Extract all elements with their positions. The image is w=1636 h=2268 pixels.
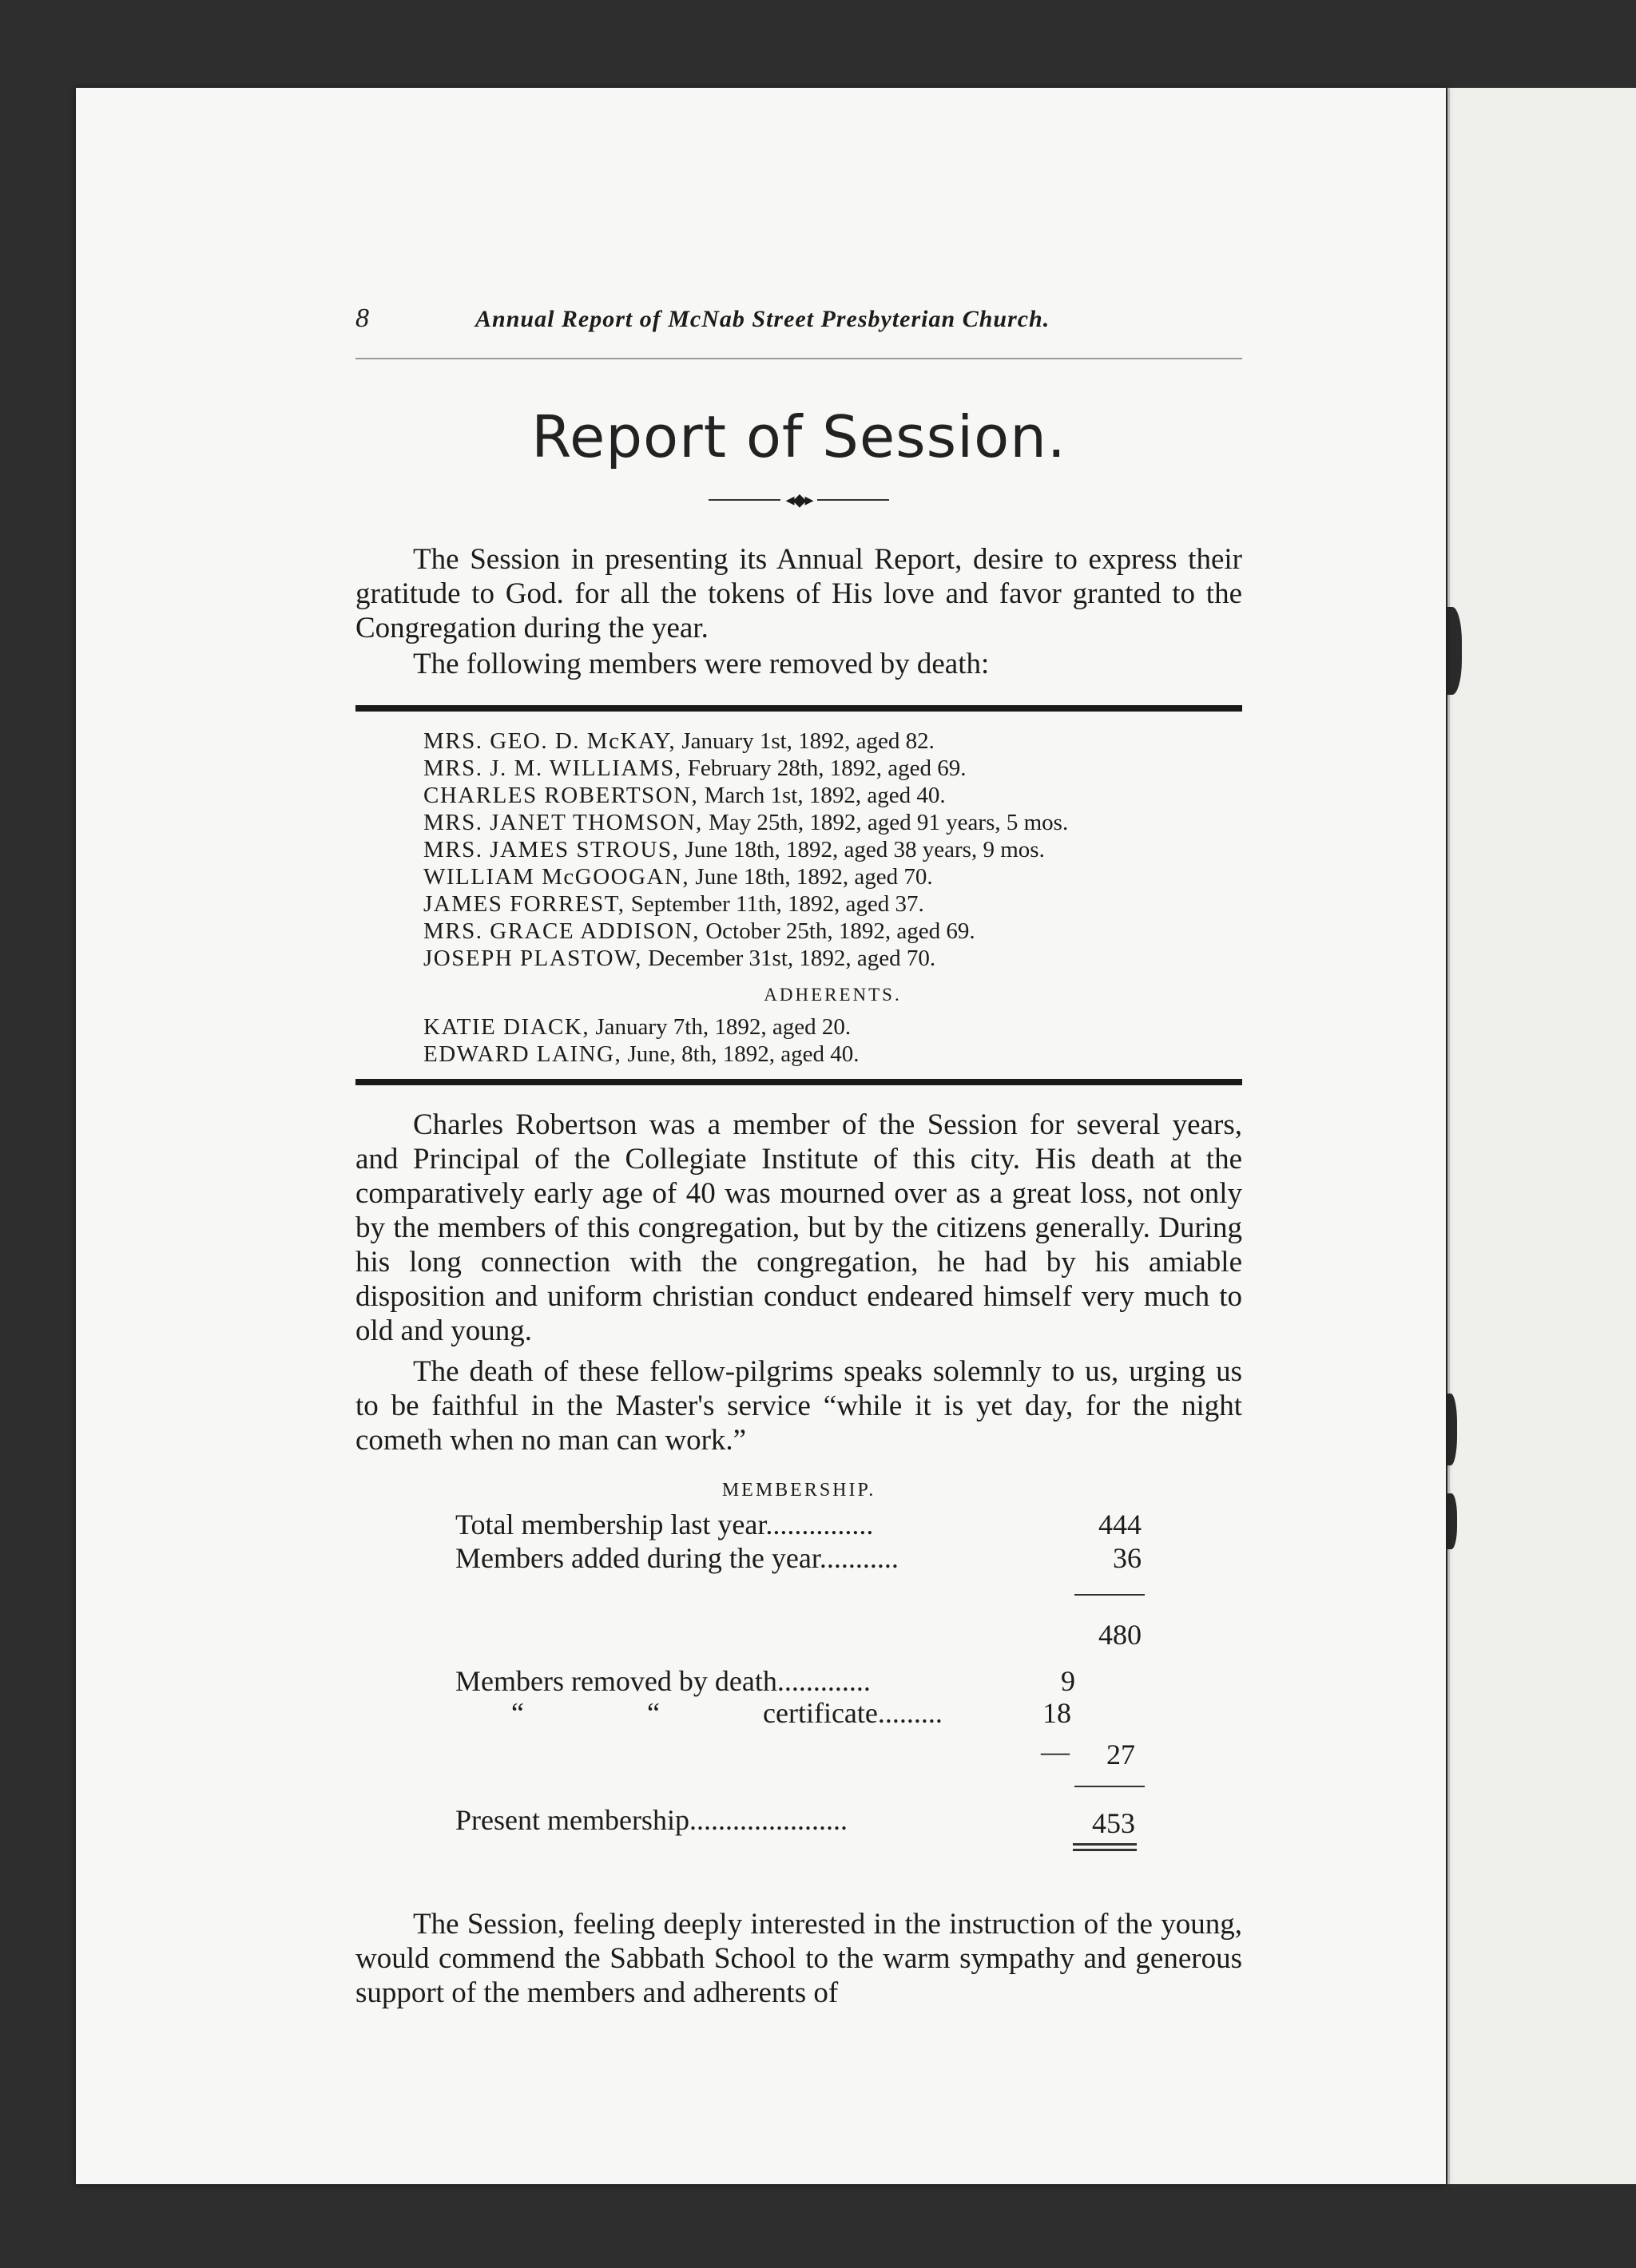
header-rule <box>355 358 1242 359</box>
added-value: 36 <box>1113 1542 1142 1574</box>
membership-ledger <box>355 1508 1242 1875</box>
membership-heading: MEMBERSHIP. <box>721 1480 876 1501</box>
page-number: 8 <box>355 303 369 333</box>
section-title: Report of Session. <box>531 403 1066 470</box>
intro-paragraph: The Session in presenting its Annual Report, desire to express their gratitude to God. for all the tokens of His love and favor granted to the Congregation during the year. <box>355 543 1242 644</box>
closing-paragraph: The Session, feeling deeply interested in the instruction of the young, would commend the Sabbath School to the warm sympathy and generous support of the members and adherents of <box>355 1908 1242 2009</box>
list-item: MRS. J. M. WILLIAMS, February 28th, 1892, aged 69. <box>423 755 967 781</box>
subtotal-value: 480 <box>1098 1619 1142 1651</box>
list-bottom-rule <box>355 1079 1242 1085</box>
running-head <box>355 303 1242 343</box>
removed-total-dash: — <box>1041 1735 1070 1767</box>
ornament-diamond-icon: ◂◆▸ <box>785 490 812 510</box>
facing-page-edge <box>1447 88 1636 2184</box>
list-item: MRS. JAMES STROUS, June 18th, 1892, aged 38 years, 9 mos. <box>423 837 1045 862</box>
double-rule-top <box>1073 1843 1137 1846</box>
list-item: MRS. GEO. D. McKAY, January 1st, 1892, aged 82. <box>423 728 935 754</box>
list-item: JOSEPH PLASTOW, December 31st, 1892, aged 70. <box>423 946 936 971</box>
total-last-year-label: Total membership last year............... <box>455 1509 874 1540</box>
pilgrims-paragraph: The death of these fellow-pilgrims speaks solemnly to us, urging us to be faithful in the Master's service “while it is yet day, for the night cometh when no man can work.” <box>355 1355 1242 1457</box>
total-last-year-value: 444 <box>1098 1509 1142 1540</box>
list-item: MRS. GRACE ADDISON, October 25th, 1892, aged 69. <box>423 918 975 944</box>
ornament-line <box>709 499 780 501</box>
robertson-paragraph: Charles Robertson was a member of the Session for several years, and Principal of the Collegiate Institute of this city. His death at the comparatively early age of 40 was mourned over as a great loss, not only by the members of this congregation, but by the citizens generally. During his long connection with the congregation, he had by his amiable disposition and uniform christian conduct endeared himself very much to old and young. <box>355 1108 1242 1347</box>
added-label: Members added during the year........... <box>455 1542 899 1574</box>
list-item: JAMES FORREST, September 11th, 1892, aged 37. <box>423 891 924 917</box>
removed-certificate-value: 18 <box>1042 1697 1071 1729</box>
double-rule-bottom <box>1073 1849 1137 1851</box>
title-ornament <box>355 488 1242 512</box>
list-item: CHARLES ROBERTSON, March 1st, 1892, aged 40. <box>423 783 946 808</box>
removed-total-value: 27 <box>1106 1739 1135 1770</box>
ornament-line <box>817 499 889 501</box>
removed-certificate-label: certificate......... <box>763 1697 943 1729</box>
subtotal-rule <box>1074 1594 1145 1596</box>
list-item: KATIE DIACK, January 7th, 1892, aged 20. <box>423 1014 852 1040</box>
ditto-mark: “ <box>647 1697 660 1729</box>
list-item: MRS. JANET THOMSON, May 25th, 1892, aged 91 years, 5 mos. <box>423 810 1069 835</box>
running-title: Annual Report of McNab Street Presbyterian Church. <box>475 306 1050 332</box>
present-value: 453 <box>1092 1807 1135 1839</box>
removed-death-label: Members removed by death............. <box>455 1665 871 1697</box>
deceased-list <box>423 728 1242 1068</box>
present-label: Present membership...................... <box>455 1804 848 1836</box>
total-rule <box>1074 1786 1145 1787</box>
list-item: WILLIAM McGOOGAN, June 18th, 1892, aged 70. <box>423 864 933 890</box>
ditto-mark: “ <box>511 1697 524 1729</box>
list-item: EDWARD LAING, June, 8th, 1892, aged 40. <box>423 1041 860 1067</box>
page-content <box>355 303 1242 2010</box>
list-top-rule <box>355 705 1242 712</box>
deaths-lead: The following members were removed by death: <box>413 648 990 680</box>
adherents-heading: ADHERENTS. <box>764 985 902 1005</box>
removed-death-value: 9 <box>1061 1665 1075 1697</box>
